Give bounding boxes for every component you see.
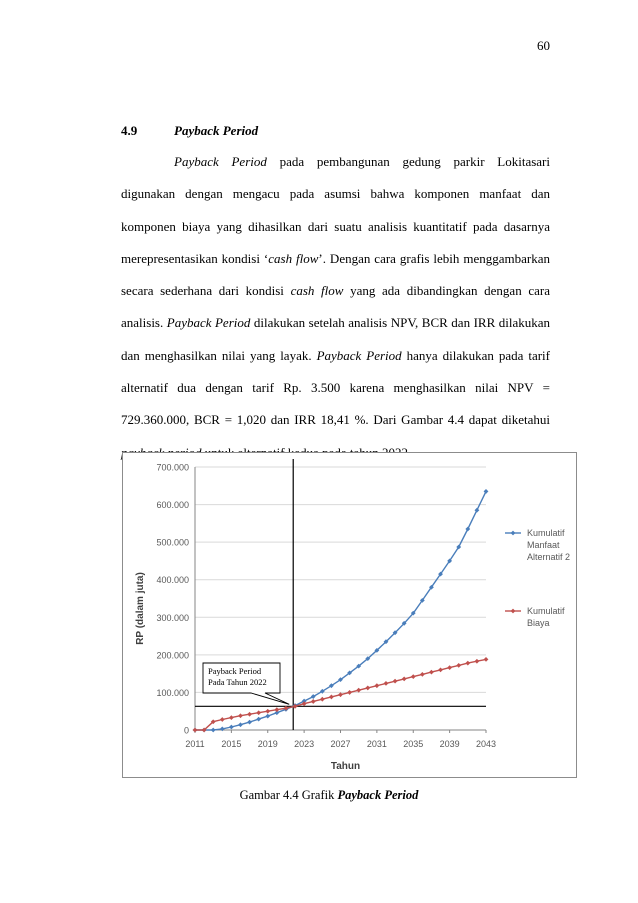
y-tick-label: 500.000 (156, 537, 189, 548)
y-axis-title: RP (dalam juta) (135, 572, 146, 645)
data-point (247, 712, 252, 717)
data-point (229, 715, 234, 720)
data-point (329, 695, 334, 700)
data-point (456, 663, 461, 668)
figure-caption (0, 788, 638, 803)
body-paragraph (121, 146, 550, 469)
data-point (420, 672, 425, 677)
data-point (311, 699, 316, 704)
x-tick-label: 2035 (403, 739, 424, 749)
paragraph-fragment: Payback Period (166, 315, 251, 331)
x-tick-label: 2019 (257, 739, 278, 749)
paragraph-fragment: pada pembangunan gedung parkir Lokitasari digunakan dengan mengacu pada asumsi bahwa komponen manfaat dan komponen biaya yang dihasilkan dari suatu analisis kuantitatif pada dasarnya merepresentasikan kondisi ‘ (121, 154, 550, 266)
data-point (220, 717, 225, 722)
x-tick-label: 2031 (366, 739, 387, 749)
x-tick-label: 2039 (439, 739, 460, 749)
paragraph-fragment: dilakukan setelah analisis NPV, BCR dan IRR dilakukan dan menghasilkan nilai yang layak. (121, 315, 551, 363)
y-tick-label: 600.000 (156, 500, 189, 511)
data-point (484, 657, 489, 662)
caption-bold: Payback Period (337, 788, 419, 802)
data-point (256, 717, 261, 722)
y-tick-label: 400.000 (156, 575, 189, 586)
data-point (384, 681, 389, 686)
section-heading (121, 123, 258, 139)
payback-chart (123, 453, 578, 779)
data-point (211, 728, 216, 733)
page-number: 60 (537, 38, 550, 53)
legend-label: Kumulatif (527, 528, 565, 538)
data-point (193, 728, 198, 733)
data-point (265, 714, 270, 719)
x-tick-label: 2015 (221, 739, 242, 749)
paragraph-fragment: hanya dilakukan pada tarif alternatif dua dengan tarif Rp. 3.500 karena menghasilkan nilai NPV = 729.360.000, BCR = 1,020 dan IRR 18,41 %. Dari Gambar 4.4 dapat diketahui (121, 347, 550, 428)
paragraph-fragment: ’. Dengan cara grafis lebih menggambarkan secara sederhana dari kondisi (121, 250, 550, 299)
caption-prefix: Gambar 4.4 Grafik (239, 788, 338, 802)
y-tick-label: 200.000 (156, 650, 189, 661)
chart-frame (122, 452, 577, 778)
data-point (256, 710, 261, 715)
paragraph-fragment: cash flow (290, 283, 344, 299)
section-title: Payback Period (174, 123, 259, 138)
data-point (229, 725, 234, 730)
x-tick-label: 2043 (475, 739, 497, 749)
data-point (393, 679, 398, 684)
y-tick-label: 700.000 (156, 462, 189, 473)
data-point (220, 726, 225, 731)
legend-marker (511, 531, 516, 536)
legend-label: Biaya (527, 618, 550, 628)
data-point (429, 670, 434, 675)
data-point (465, 527, 470, 532)
data-point (447, 665, 452, 670)
annotation-text: Payback Period (208, 666, 262, 676)
data-point (402, 677, 407, 682)
x-tick-label: 2027 (330, 739, 351, 749)
legend-label: Alternatif 2 (527, 552, 571, 562)
data-point (247, 720, 252, 725)
paragraph-fragment: yang ada dibandingkan dengan cara analisis. (121, 283, 550, 331)
data-point (475, 508, 480, 513)
paragraph-fragment: cash flow (268, 250, 319, 266)
legend-label: Kumulatif (527, 606, 565, 616)
data-point (356, 688, 361, 693)
paragraph-fragment: Payback Period (174, 154, 267, 169)
data-point (238, 722, 243, 727)
legend-marker (511, 609, 516, 614)
data-point (374, 683, 379, 688)
x-tick-label: 2023 (294, 739, 315, 749)
data-point (475, 659, 480, 664)
annotation-text: Pada Tahun 2022 (208, 677, 267, 687)
data-point (238, 713, 243, 718)
x-tick-label: 2011 (185, 739, 205, 749)
section-number: 4.9 (121, 123, 138, 138)
data-point (265, 709, 270, 714)
x-axis-title: Tahun (330, 761, 361, 772)
data-point (411, 674, 416, 679)
data-point (484, 489, 489, 494)
paragraph-fragment: Payback Period (316, 347, 402, 363)
y-tick-label: 0 (183, 725, 189, 736)
data-point (365, 686, 370, 691)
data-point (347, 690, 352, 695)
data-point (338, 692, 343, 697)
data-point (465, 661, 470, 666)
y-tick-label: 100.000 (156, 687, 189, 698)
data-point (438, 667, 443, 672)
y-tick-label: 300.000 (156, 612, 189, 623)
data-point (320, 697, 325, 702)
legend-label: Manfaat (527, 540, 560, 550)
